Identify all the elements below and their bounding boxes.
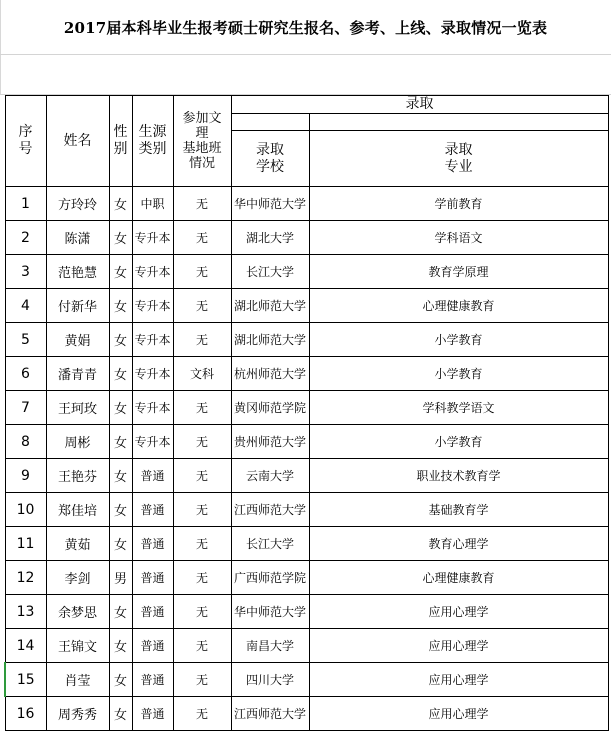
table-row [5,459,608,493]
school-cell: 广西师范学院 [231,561,309,595]
table-row [5,629,608,663]
school-cell: 湖北师范大学 [231,289,309,323]
school-cell: 南昌大学 [231,629,309,663]
seq-cell: 3 [5,255,46,289]
seq-cell: 5 [5,323,46,357]
major-cell: 基础教育学 [309,493,608,527]
name-cell: 陈潇 [46,221,109,255]
source-cell: 专升本 [132,425,173,459]
gender-cell: 女 [109,493,132,527]
school-cell: 长江大学 [231,527,309,561]
source-cell: 专升本 [132,391,173,425]
gender-cell: 女 [109,697,132,731]
school-cell: 华中师范大学 [231,595,309,629]
gender-cell: 女 [109,595,132,629]
school-cell: 江西师范大学 [231,697,309,731]
source-cell: 普通 [132,629,173,663]
table-row [5,357,608,391]
seq-cell: 9 [5,459,46,493]
gender-cell: 女 [109,629,132,663]
base-class-cell: 无 [173,255,231,289]
gender-cell: 女 [109,527,132,561]
header-admission-group: 录取 [231,96,608,114]
name-cell: 王锦文 [46,629,109,663]
major-cell: 应用心理学 [309,697,608,731]
source-cell: 专升本 [132,323,173,357]
major-cell: 心理健康教育 [309,289,608,323]
major-cell: 心理健康教育 [309,561,608,595]
base-class-cell: 无 [173,663,231,697]
base-class-cell: 无 [173,697,231,731]
name-cell: 方玲玲 [46,187,109,221]
gender-cell: 女 [109,357,132,391]
seq-cell: 8 [5,425,46,459]
major-cell: 教育心理学 [309,527,608,561]
table-row [5,323,608,357]
source-cell: 中职 [132,187,173,221]
seq-cell: 11 [5,527,46,561]
base-class-cell: 无 [173,459,231,493]
name-cell: 李剑 [46,561,109,595]
page-title: 2017届本科毕业生报考硕士研究生报名、参考、上线、录取情况一览表 [0,0,611,55]
seq-cell: 2 [5,221,46,255]
gender-cell: 女 [109,187,132,221]
name-cell: 范艳慧 [46,255,109,289]
major-cell: 学科教学语文 [309,391,608,425]
name-cell: 余梦思 [46,595,109,629]
base-class-cell: 无 [173,323,231,357]
name-cell: 肖莹 [46,663,109,697]
table-row [5,697,608,731]
gender-cell: 男 [109,561,132,595]
table-row [5,425,608,459]
school-cell: 湖北大学 [231,221,309,255]
name-cell: 王珂玫 [46,391,109,425]
source-cell: 专升本 [132,357,173,391]
school-cell: 四川大学 [231,663,309,697]
major-cell: 应用心理学 [309,595,608,629]
header-major: 录取 专业 [309,131,608,187]
school-cell: 贵州师范大学 [231,425,309,459]
source-cell: 普通 [132,561,173,595]
major-cell: 小学教育 [309,357,608,391]
gender-cell: 女 [109,289,132,323]
name-cell: 黄茹 [46,527,109,561]
table-row [5,289,608,323]
major-cell: 教育学原理 [309,255,608,289]
name-cell: 周秀秀 [46,697,109,731]
base-class-cell: 无 [173,561,231,595]
base-class-cell: 无 [173,595,231,629]
table-row [5,595,608,629]
gender-cell: 女 [109,391,132,425]
school-cell: 长江大学 [231,255,309,289]
seq-cell: 13 [5,595,46,629]
name-cell: 付新华 [46,289,109,323]
major-cell: 小学教育 [309,425,608,459]
major-cell: 小学教育 [309,323,608,357]
header-base-class: 参加文 理 基地班 情况 [173,96,231,187]
base-class-cell: 无 [173,527,231,561]
base-class-cell: 文科 [173,357,231,391]
name-cell: 周彬 [46,425,109,459]
school-cell: 湖北师范大学 [231,323,309,357]
table-row [5,561,608,595]
seq-cell: 16 [5,697,46,731]
name-cell: 潘青青 [46,357,109,391]
base-class-cell: 无 [173,493,231,527]
source-cell: 普通 [132,459,173,493]
header-name: 姓名 [46,96,109,187]
major-cell: 学科语文 [309,221,608,255]
major-cell: 应用心理学 [309,629,608,663]
base-class-cell: 无 [173,289,231,323]
major-cell: 应用心理学 [309,663,608,697]
table-row [5,663,608,697]
source-cell: 普通 [132,493,173,527]
gender-cell: 女 [109,323,132,357]
school-cell: 黄冈师范学院 [231,391,309,425]
gender-cell: 女 [109,425,132,459]
table-row [5,527,608,561]
major-cell: 职业技术教育学 [309,459,608,493]
header-blank-cell [231,114,309,131]
gender-cell: 女 [109,221,132,255]
table-row [5,255,608,289]
source-cell: 普通 [132,595,173,629]
school-cell: 江西师范大学 [231,493,309,527]
source-cell: 专升本 [132,289,173,323]
gender-cell: 女 [109,459,132,493]
gender-cell: 女 [109,663,132,697]
base-class-cell: 无 [173,425,231,459]
seq-cell: 7 [5,391,46,425]
source-cell: 普通 [132,663,173,697]
table-row [5,187,608,221]
seq-cell: 4 [5,289,46,323]
base-class-cell: 无 [173,629,231,663]
blank-row [0,55,611,95]
base-class-cell: 无 [173,187,231,221]
source-cell: 专升本 [132,255,173,289]
header-school: 录取 学校 [231,131,309,187]
name-cell: 郑佳培 [46,493,109,527]
gender-cell: 女 [109,255,132,289]
source-cell: 普通 [132,527,173,561]
admissions-table [4,95,609,731]
header-blank-cell [309,114,608,131]
major-cell: 学前教育 [309,187,608,221]
table-row [5,221,608,255]
name-cell: 王艳芬 [46,459,109,493]
seq-cell: 14 [5,629,46,663]
base-class-cell: 无 [173,221,231,255]
source-cell: 专升本 [132,221,173,255]
header-source: 生源 类别 [132,96,173,187]
table-row [5,391,608,425]
school-cell: 云南大学 [231,459,309,493]
seq-cell: 6 [5,357,46,391]
seq-cell: 10 [5,493,46,527]
seq-cell: 12 [5,561,46,595]
header-seq: 序 号 [5,96,46,187]
name-cell: 黄娟 [46,323,109,357]
header-gender: 性 别 [109,96,132,187]
table-row [5,493,608,527]
seq-cell: 1 [5,187,46,221]
school-cell: 华中师范大学 [231,187,309,221]
seq-cell: 15 [5,663,46,697]
base-class-cell: 无 [173,391,231,425]
school-cell: 杭州师范大学 [231,357,309,391]
source-cell: 普通 [132,697,173,731]
